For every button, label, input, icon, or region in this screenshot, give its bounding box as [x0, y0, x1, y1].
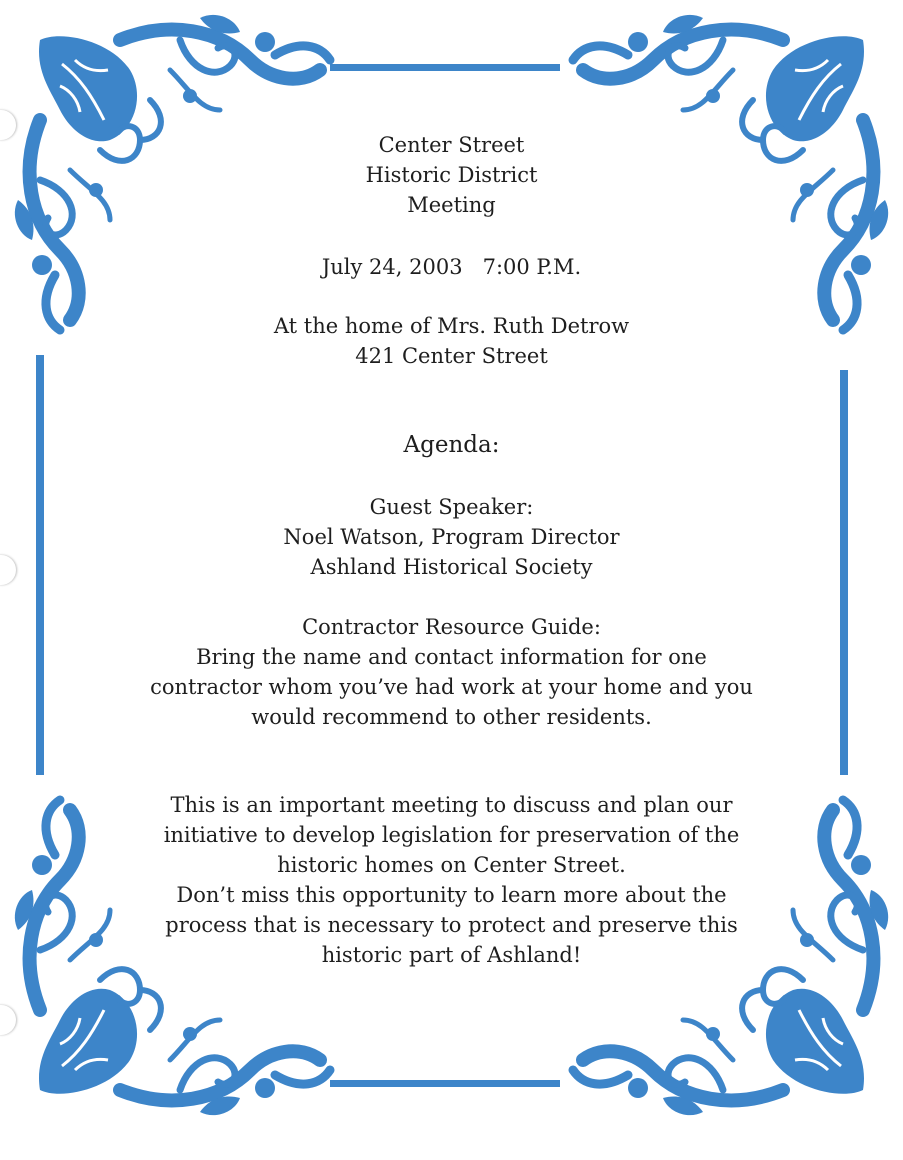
venue-address: 421 Center Street [355, 344, 548, 368]
closing-line-2: initiative to develop legislation for preservation of the [163, 823, 740, 847]
contractor-guide-line-3: would recommend to other residents. [251, 705, 652, 729]
closing-line-4: Don’t miss this opportunity to learn more about the [176, 883, 727, 907]
agenda-heading [120, 430, 783, 460]
meeting-date-time [120, 252, 783, 282]
guest-speaker-section [120, 492, 783, 582]
title-line-1: Center Street [378, 133, 525, 157]
contractor-guide-line-1: Bring the name and contact information for one [196, 645, 707, 669]
closing-line-6: historic part of Ashland! [321, 943, 582, 967]
venue [120, 311, 783, 371]
contractor-guide-label: Contractor Resource Guide: [302, 615, 601, 639]
guest-speaker-label: Guest Speaker: [369, 495, 534, 519]
meeting-title [120, 130, 783, 220]
venue-host: At the home of Mrs. Ruth Detrow [273, 314, 630, 338]
contractor-guide-line-2: contractor whom you’ve had work at your home and you [150, 675, 753, 699]
title-line-2: Historic District [365, 163, 538, 187]
closing-line-3: historic homes on Center Street. [277, 853, 626, 877]
title-line-3: Meeting [407, 193, 496, 217]
agenda-heading-text: Agenda: [403, 432, 500, 458]
contractor-guide-section [120, 612, 783, 732]
guest-speaker-name: Noel Watson, Program Director [283, 525, 620, 549]
closing-line-5: process that is necessary to protect and preserve this [165, 913, 738, 937]
closing-message [120, 790, 783, 970]
closing-line-1: This is an important meeting to discuss and plan our [170, 793, 733, 817]
guest-speaker-organization: Ashland Historical Society [310, 555, 593, 579]
date-time-text: July 24, 2003 7:00 P.M. [321, 255, 582, 279]
